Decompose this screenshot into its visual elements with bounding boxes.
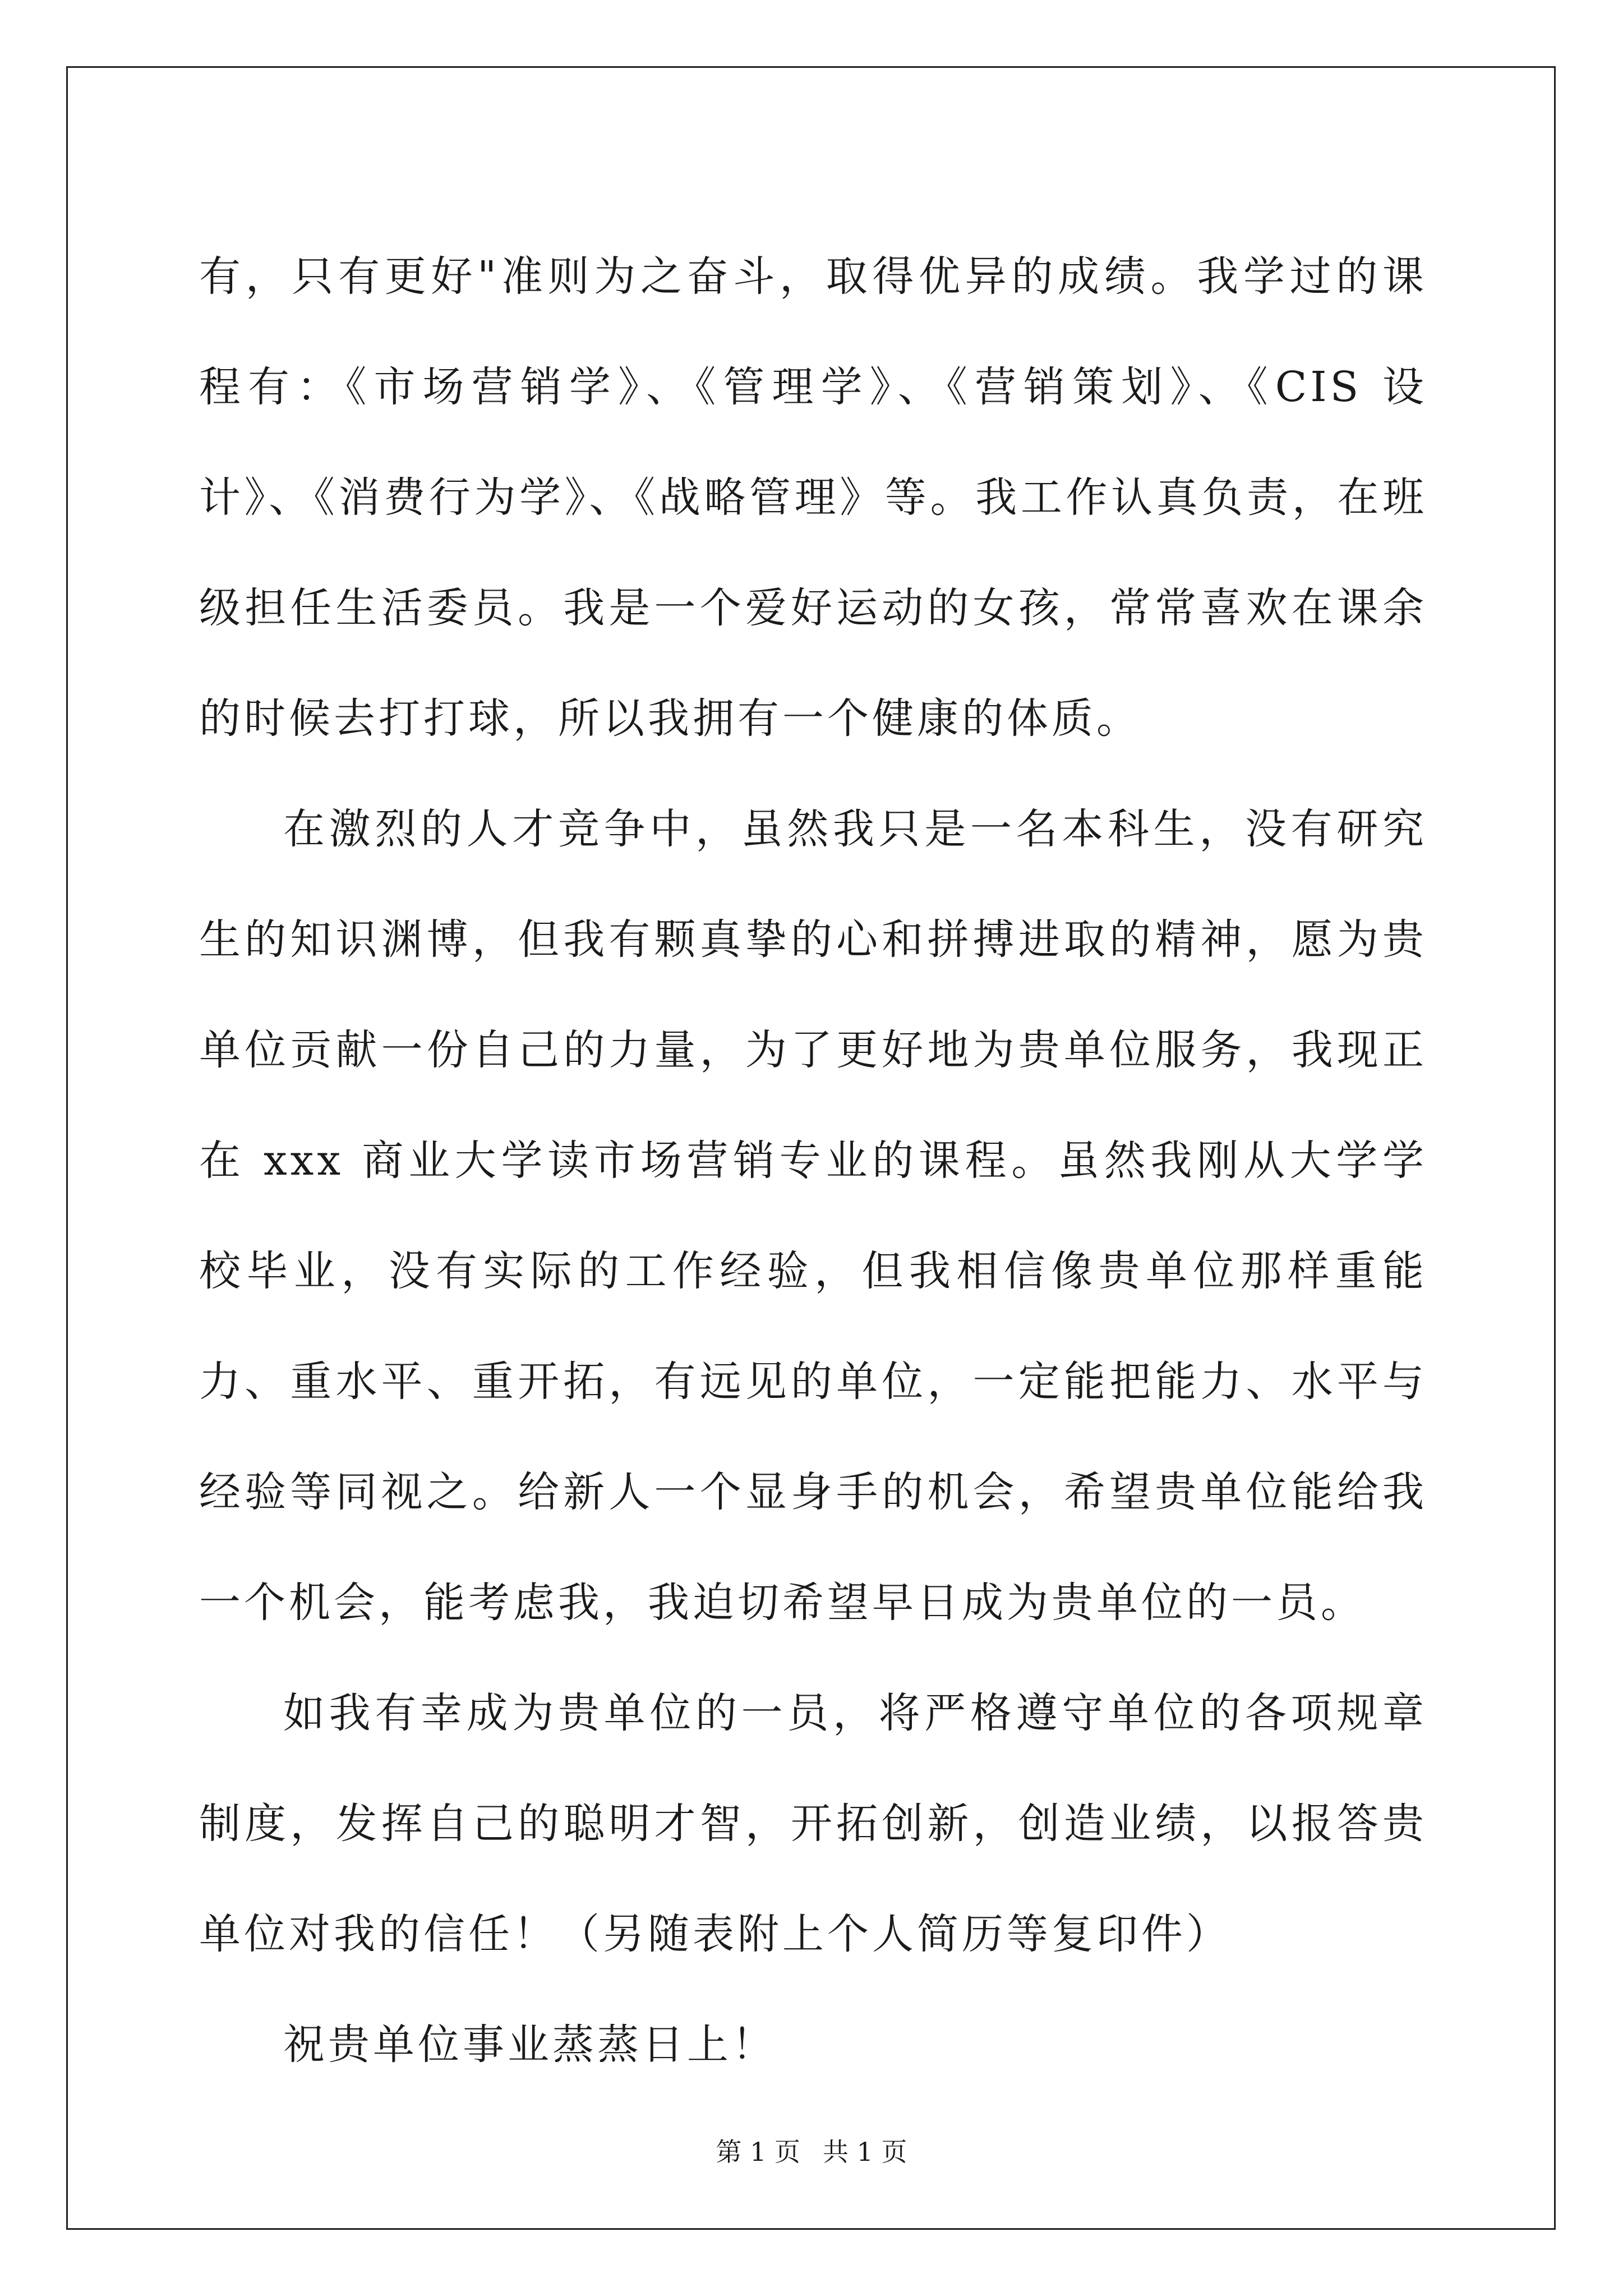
paragraph-1: 有，只有更好"准则为之奋斗，取得优异的成绩。我学过的课程有：《市场营销学》、《管理学》、《营销策划》、《CIS 设计》、《消费行为学》、《战略管理》等。我工作认真负责，在班级担任生活委员。我是一个爱好运动的女孩，常常喜欢在课余的时候去打打球，所以我拥有一个健康的体质。 xyxy=(199,252,1427,743)
document-body xyxy=(199,222,1427,2100)
page-footer xyxy=(0,2132,1623,2169)
page-total: 共 1 页 xyxy=(823,2137,907,2167)
paragraph-2: 在激烈的人才竞争中，虽然我只是一名本科生，没有研究生的知识渊博，但我有颗真挚的心和拼搏进取的精神，愿为贵单位贡献一份自己的力量，为了更好地为贵单位服务，我现正在 xxx 商业大学读市场营销专业的课程。虽然我刚从大学学校毕业，没有实际的工作经验，但我相信像贵单位那样重能力、重水平、重开拓，有远见的单位，一定能把能力、水平与经验等同视之。给新人一个显身手的机会，希望贵单位能给我一个机会，能考虑我，我迫切希望早日成为贵单位的一员。 xyxy=(199,805,1427,1627)
page-number: 第 1 页 xyxy=(716,2137,800,2167)
paragraph-4: 祝贵单位事业蒸蒸日上！ xyxy=(283,2021,777,2069)
paragraph-3: 如我有幸成为贵单位的一员，将严格遵守单位的各项规章制度，发挥自己的聪明才智，开拓创新，创造业绩，以报答贵单位对我的信任！（另随表附上个人简历等复印件） xyxy=(199,1689,1427,1958)
